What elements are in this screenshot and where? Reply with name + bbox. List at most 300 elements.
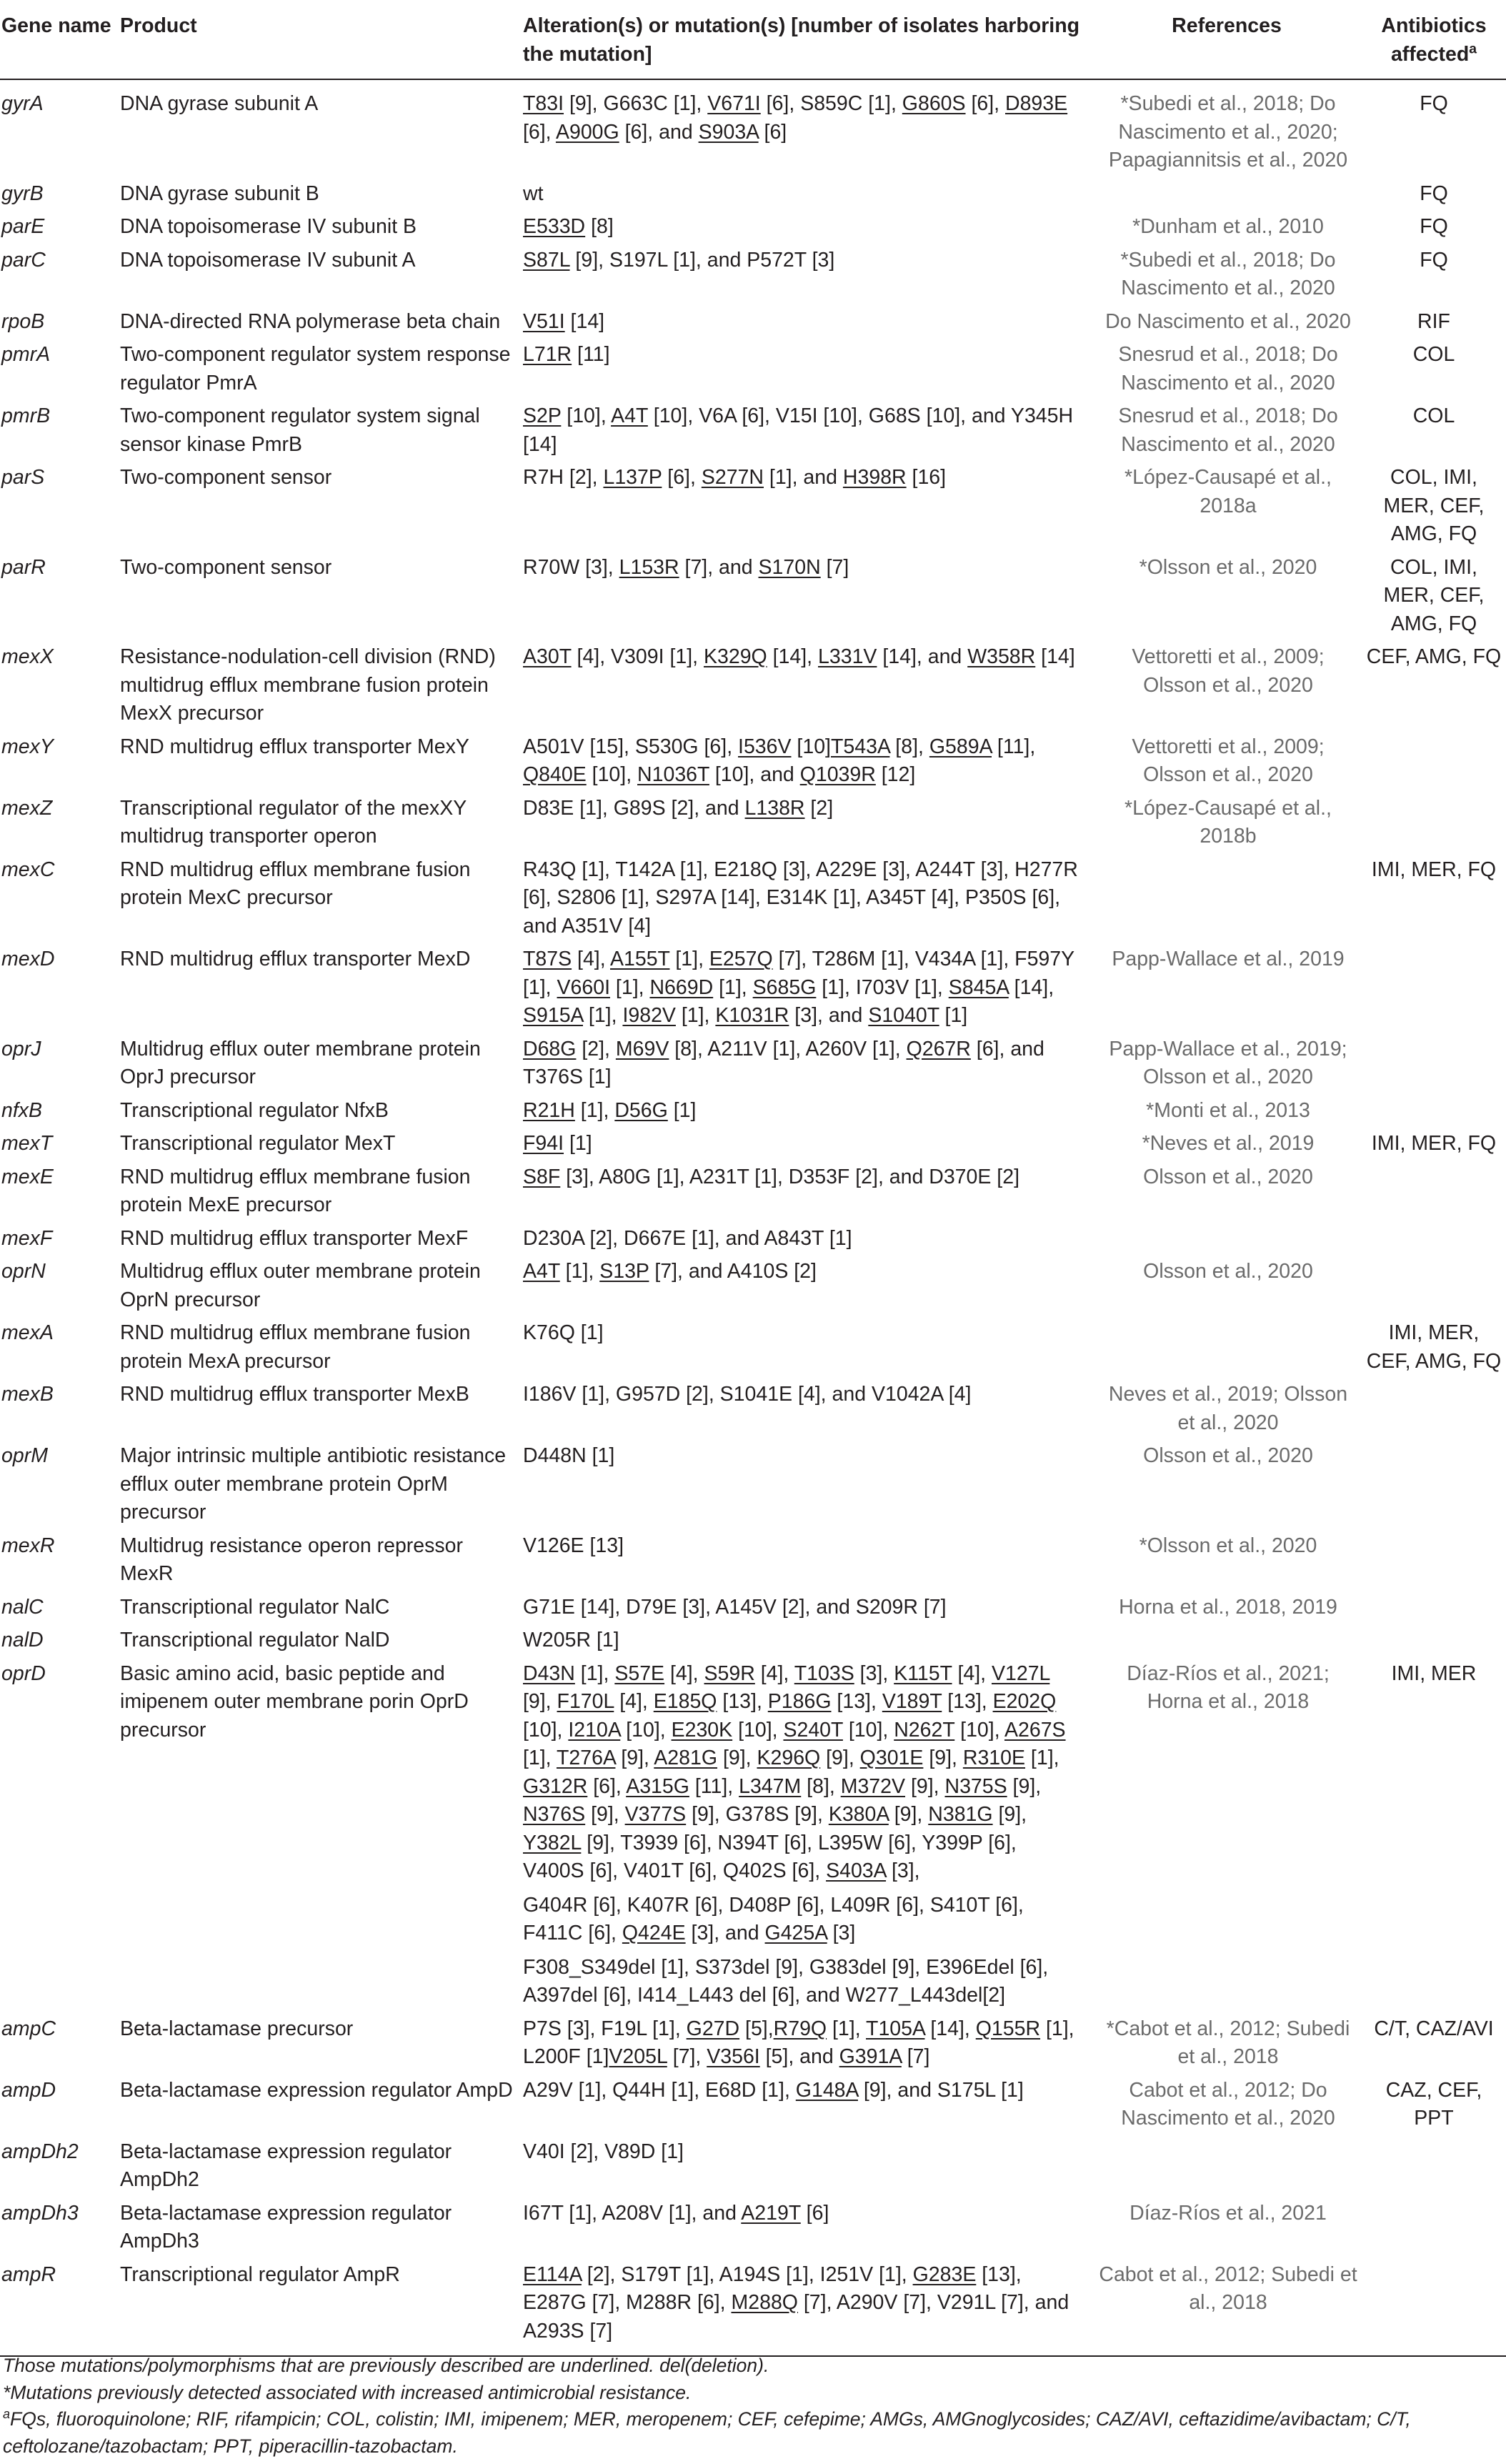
mutation-text: [5], — [739, 2017, 774, 2040]
mutation-known: D893E — [1004, 92, 1068, 115]
mutation-known: S59R — [704, 1661, 755, 1685]
cell-references: Olsson et al., 2020 — [1143, 1444, 1313, 1467]
mutation-text: [10], — [954, 1718, 1004, 1742]
mutation-text: G71E [14], D79E [3], A145V [2], and S209R [7] — [523, 1595, 947, 1619]
cell-product: Beta-lactamase expression regulator AmpD — [120, 2078, 513, 2102]
mutation-known: V356I — [707, 2045, 760, 2068]
mutation-group — [523, 1035, 1082, 1092]
cell-mutations — [522, 2257, 1092, 2357]
mutation-text: [3], and — [685, 1922, 765, 1944]
cell-references: *Monti et al., 2013 — [1146, 1098, 1310, 1122]
cell-antibiotics: IMI, MER, FQ — [1371, 858, 1497, 881]
mutation-known: V127L — [991, 1661, 1050, 1685]
mutation-text: [10], — [842, 1718, 894, 1742]
cell-mutations — [522, 79, 1092, 177]
mutation-text: [1], — [667, 92, 708, 115]
mutation-group — [523, 402, 1082, 459]
mutation-text: [6], — [523, 120, 556, 144]
mutation-known: G312R — [523, 1774, 588, 1798]
table-row — [0, 2196, 1506, 2257]
cell-references — [1092, 1221, 1365, 1255]
cell-gene: mexC — [1, 858, 55, 881]
table-row — [0, 550, 1506, 640]
mutation-known: K1031R — [715, 1004, 789, 1027]
mutation-text: [1], — [574, 1098, 615, 1122]
cell-antibiotics — [1365, 1221, 1506, 1255]
mutation-known: A155T — [610, 948, 670, 970]
cell-references: Díaz-Ríos et al., 2021; Horna et al., 2018 — [1127, 1661, 1330, 1713]
mutation-known: Q1039R — [799, 763, 876, 786]
mutation-text: A501V [15], S530G [6], — [523, 735, 739, 758]
cell-gene: nfxB — [1, 1098, 43, 1122]
mutation-text: [9], and S175L [1] — [857, 2078, 1024, 2102]
table-row — [0, 1093, 1506, 1127]
table-row — [0, 2135, 1506, 2196]
mutation-known: P186G — [767, 1690, 832, 1713]
cell-product: RND multidrug efflux membrane fusion protein MexE precursor — [120, 1165, 471, 1216]
cell-mutations — [522, 1160, 1092, 1221]
cell-mutations — [522, 550, 1092, 640]
cell-antibiotics — [1365, 2196, 1506, 2257]
cell-mutations — [522, 337, 1092, 399]
mutation-text: [4], — [754, 1661, 794, 1685]
mutation-known: D56G — [614, 1098, 668, 1122]
table-row — [0, 1590, 1506, 1624]
cell-gene: ampDh3 — [1, 2201, 79, 2225]
mutation-known: L347M — [739, 1774, 802, 1798]
footnote-underline: Those mutations/polymorphisms that are previously described are underlined. del(deletion). — [3, 2355, 769, 2376]
table-row — [0, 1221, 1506, 1255]
mutation-text: [9], — [585, 1803, 625, 1826]
mutation-text: [8] — [585, 215, 614, 238]
header-product: Product — [119, 0, 522, 79]
cell-mutations — [522, 209, 1092, 243]
mutation-text: [6], and T376S [1] — [523, 1037, 1044, 1088]
cell-product: Two-component sensor — [120, 555, 332, 579]
cell-references: Papp-Wallace et al., 2019 — [1112, 948, 1345, 970]
mutation-text: [1], — [610, 975, 650, 999]
table-row — [0, 1160, 1506, 1221]
cell-mutations — [522, 2012, 1092, 2073]
mutation-known: W358R — [967, 645, 1036, 668]
mutation-known: E257Q — [709, 948, 773, 970]
mutation-text: I186V [1], G957D [2], S1041E [4], and V1042A [4] — [523, 1383, 972, 1406]
cell-gene: parS — [1, 466, 45, 489]
mutation-group — [523, 2015, 1082, 2072]
mutation-text: [3], and — [789, 1004, 869, 1027]
mutation-text: [2] — [804, 796, 834, 820]
mutation-text: [7], A290V [7], V291L [7], and A293S [7] — [523, 2291, 1069, 2343]
mutation-known: Q840E — [523, 763, 587, 786]
mutation-text: [1], — [675, 1004, 716, 1027]
cell-product: Transcriptional regulator MexT — [120, 1132, 396, 1155]
mutation-group — [523, 1163, 1082, 1192]
mutation-known: S915A — [523, 1004, 583, 1027]
mutation-text: [10], — [732, 1718, 784, 1742]
cell-antibiotics: COL — [1412, 404, 1455, 427]
mutation-group — [523, 1954, 1082, 2010]
cell-gene: ampDh2 — [1, 2140, 79, 2163]
cell-mutations — [522, 177, 1092, 210]
cell-antibiotics — [1365, 1254, 1506, 1316]
cell-antibiotics — [1365, 1032, 1506, 1093]
table-row — [0, 1439, 1506, 1529]
cell-antibiotics — [1365, 1529, 1506, 1590]
mutation-known: T105A — [866, 2017, 925, 2040]
mutation-text: [1], I703V [1], — [816, 975, 949, 999]
mutation-known: L137P — [603, 466, 662, 489]
cell-references: Cabot et al., 2012; Subedi et al., 2018 — [1092, 2257, 1365, 2357]
cell-antibiotics: FQ — [1420, 92, 1448, 115]
cell-product: Beta-lactamase precursor — [120, 2017, 354, 2040]
mutation-text: [13], E287G [7], M288R [6], — [523, 2262, 1022, 2314]
cell-product: Transcriptional regulator NalC — [120, 1595, 390, 1619]
cell-references: Olsson et al., 2020 — [1143, 1165, 1313, 1188]
mutation-text: [7], and A410S [2] — [649, 1260, 817, 1283]
cell-mutations — [522, 640, 1092, 730]
mutation-known: V189T — [882, 1690, 942, 1713]
mutation-group — [523, 341, 1082, 369]
mutation-known: Q424E — [622, 1922, 686, 1944]
mutation-known: N376S — [523, 1803, 586, 1826]
mutation-known: A315G — [626, 1774, 689, 1798]
mutation-text: [14] — [1035, 645, 1075, 668]
mutation-group — [523, 213, 1082, 242]
mutation-text: [4], — [572, 948, 610, 970]
cell-antibiotics: COL — [1412, 343, 1455, 366]
mutation-text: [13], — [717, 1690, 768, 1713]
mutation-group — [523, 1319, 1082, 1348]
mutation-text: [2], S179T [1], A194S [1], I251V [1], — [581, 2262, 913, 2286]
cell-gene: mexA — [1, 1321, 54, 1344]
mutation-group — [523, 2261, 1082, 2346]
mutation-known: N669D — [649, 975, 714, 999]
mutation-text: [6] — [758, 120, 787, 144]
mutation-group — [523, 1532, 1082, 1561]
table-footnotes — [3, 2353, 1503, 2460]
cell-product: Basic amino acid, basic peptide and imipenem outer membrane porin OprD precursor — [120, 1661, 469, 1742]
table-row — [0, 337, 1506, 399]
mutation-known: E202Q — [992, 1690, 1057, 1713]
cell-references: *Subedi et al., 2018; Do Nascimento et al., 2020 — [1120, 248, 1336, 299]
table-row — [0, 460, 1506, 550]
table-row — [0, 304, 1506, 338]
cell-product: RND multidrug efflux transporter MexB — [120, 1383, 469, 1406]
mutation-group — [523, 1097, 1082, 1126]
cell-references: *Neves et al., 2019 — [1142, 1132, 1315, 1155]
cell-product: DNA topoisomerase IV subunit A — [120, 248, 416, 272]
cell-antibiotics: RIF — [1417, 309, 1450, 333]
mutation-group — [523, 2138, 1082, 2167]
mutation-text: [6], — [760, 92, 801, 115]
mutation-text: [14] — [564, 309, 605, 333]
mutation-group — [523, 856, 1082, 941]
mutation-known: D68G — [523, 1037, 577, 1060]
mutation-text: W205R [1] — [523, 1629, 619, 1651]
cell-gene: ampD — [1, 2078, 56, 2102]
cell-gene: oprJ — [1, 1037, 41, 1060]
mutation-text: [4], — [614, 1690, 654, 1713]
mutation-known: K329Q — [703, 645, 767, 668]
mutation-group — [523, 1225, 1082, 1253]
cell-references — [1092, 1316, 1365, 1377]
mutation-text: [1], — [827, 2017, 867, 2040]
cell-product: Beta-lactamase expression regulator AmpDh3 — [120, 2201, 452, 2252]
mutation-text: [9], — [820, 1747, 860, 1769]
cell-mutations — [522, 1656, 1092, 2012]
mutation-text: [7] — [820, 555, 849, 579]
cell-references: Olsson et al., 2020 — [1143, 1260, 1313, 1283]
mutation-group — [523, 1660, 1082, 1886]
mutation-known: L331V — [818, 645, 877, 668]
mutation-known: A4T — [523, 1260, 560, 1283]
mutation-text: [9], — [905, 1774, 945, 1798]
cell-references: Papp-Wallace et al., 2019; Olsson et al., 2020 — [1109, 1037, 1347, 1088]
mutation-text: [10], — [620, 1718, 672, 1742]
table-row — [0, 1126, 1506, 1160]
cell-references: Do Nascimento et al., 2020 — [1105, 309, 1351, 333]
cell-antibiotics: CEF, AMG, FQ — [1366, 645, 1502, 668]
mutation-known: M69V — [615, 1037, 669, 1060]
mutation-text: [7], — [667, 2045, 707, 2068]
mutation-text: [10] — [791, 735, 831, 758]
cell-antibiotics: CAZ, CEF, PPT — [1385, 2078, 1482, 2130]
mutation-text: [9], — [888, 1803, 929, 1826]
mutation-text: [11], — [992, 735, 1036, 758]
mutation-known: E230K — [671, 1718, 733, 1742]
mutation-text: [9], — [923, 1747, 963, 1769]
cell-antibiotics: FQ — [1420, 182, 1448, 205]
cell-references: *Subedi et al., 2018; Do Nascimento et al., 2020; Papagiannitsis et al., 2020 — [1108, 92, 1348, 172]
mutation-text: [3], A80G [1], A231T [1], D353F [2], and D370E [2] — [560, 1165, 1019, 1188]
cell-antibiotics — [1365, 1093, 1506, 1127]
cell-references: Cabot et al., 2012; Do Nascimento et al., 2020 — [1121, 2078, 1335, 2130]
header-antibiotics: Antibiotics affected$^a$ — [1365, 0, 1506, 79]
cell-references — [1092, 177, 1365, 210]
mutation-group — [523, 1892, 1082, 1948]
mutation-known: N381G — [928, 1803, 993, 1826]
mutation-text: [10], and — [709, 763, 800, 786]
table-row — [0, 2073, 1506, 2135]
mutation-text: [14], and — [877, 645, 968, 668]
cell-mutations — [522, 1377, 1092, 1439]
mutation-text: [7], T286M [1], V434A [1], F597Y [1], — [523, 948, 1074, 999]
cell-product: DNA gyrase subunit B — [120, 182, 319, 205]
mutation-text: wt — [523, 182, 544, 205]
cell-gene: mexX — [1, 645, 54, 668]
mutation-known: G860S — [902, 92, 966, 115]
mutation-group — [523, 1626, 1082, 1655]
mutation-text: [10], V6A [6], V15I [10], G68S [10], and Y345H [14] — [523, 404, 1074, 456]
table-row — [0, 2257, 1506, 2357]
mutation-known: H398R — [842, 466, 907, 489]
mutation-known: S277N — [701, 466, 764, 489]
cell-gene: nalD — [1, 1629, 44, 1651]
mutation-known: E114A — [523, 2262, 582, 2286]
mutation-known: V660I — [557, 975, 611, 999]
mutation-known: G27D — [686, 2017, 740, 2040]
mutation-known: G283E — [912, 2262, 977, 2286]
mutation-text: [16] — [906, 466, 947, 489]
mutation-text: [5], and — [759, 2045, 839, 2068]
mutation-text: [1] — [564, 1132, 592, 1155]
mutation-known: G391A — [839, 2045, 902, 2068]
mutation-known: S2P — [523, 404, 562, 427]
cell-references: Horna et al., 2018, 2019 — [1119, 1595, 1337, 1619]
cell-gene: oprN — [1, 1260, 46, 1283]
mutation-group — [523, 1594, 1082, 1622]
mutation-text: [8], — [801, 1774, 841, 1798]
cell-mutations — [522, 243, 1092, 304]
mutation-text: [8], — [889, 735, 929, 758]
mutation-text: V126E [13] — [523, 1534, 624, 1557]
mutation-group — [523, 247, 1082, 275]
mutation-text: I67T [1], A208V [1], and — [523, 2201, 742, 2225]
mutation-known: I536V — [738, 735, 792, 758]
cell-antibiotics: IMI, MER, CEF, AMG, FQ — [1366, 1321, 1502, 1373]
cell-references: *Cabot et al., 2012; Subedi et al., 2018 — [1106, 2017, 1350, 2068]
cell-antibiotics — [1365, 1160, 1506, 1221]
cell-antibiotics — [1365, 2257, 1506, 2357]
table-row — [0, 79, 1506, 177]
mutation-known: K380A — [828, 1803, 889, 1826]
table-row — [0, 209, 1506, 243]
mutation-group — [523, 308, 1082, 337]
table-row — [0, 1656, 1506, 2012]
cell-gene: mexD — [1, 948, 55, 970]
mutation-text: F308_S349del [1], S373del [9], G383del [9], E396Edel [6], A397del [6], I414_L443 del [6], and W277_L443del[2] — [523, 1955, 1049, 2007]
mutation-group — [523, 795, 1082, 823]
cell-gene: mexY — [1, 735, 54, 758]
cell-product: RND multidrug efflux membrane fusion protein MexA precursor — [120, 1321, 471, 1373]
mutation-text: [3] — [827, 1922, 856, 1944]
mutation-group — [523, 643, 1082, 672]
mutation-text: [1], L200F [1] — [523, 2017, 1074, 2068]
table-row — [0, 177, 1506, 210]
mutation-text: [1], — [713, 975, 753, 999]
mutation-known: S685G — [752, 975, 817, 999]
mutation-known: L138R — [744, 796, 805, 820]
mutation-text: R43Q [1], T142A [1], E218Q [3], A229E [3], A244T [3], H277R [6], S2806 [1], S297A [14], E314K [1], A345T [4], P350S [6], and A351V [4] — [523, 858, 1078, 938]
table-row — [0, 942, 1506, 1032]
mutation-text: [1], — [862, 92, 902, 115]
mutation-group — [523, 90, 1082, 146]
mutation-known: F170L — [557, 1690, 614, 1713]
mutation-group — [523, 554, 1082, 582]
cell-product: Two-component regulator system signal sensor kinase PmrB — [120, 404, 480, 456]
cell-antibiotics — [1365, 730, 1506, 791]
cell-product: Transcriptional regulator of the mexXY multidrug transporter operon — [120, 796, 467, 848]
table-row — [0, 1254, 1506, 1316]
mutation-text: [6], — [662, 466, 702, 489]
cell-antibiotics: C/T, CAZ/AVI — [1374, 2017, 1494, 2040]
cell-antibiotics: FQ — [1420, 248, 1448, 272]
mutation-text: [11], — [689, 1774, 739, 1798]
header-references: References — [1092, 0, 1365, 79]
mutation-known: A281G — [654, 1747, 718, 1769]
cell-gene: pmrA — [1, 343, 51, 366]
cell-mutations — [522, 1221, 1092, 1255]
mutation-text: [1], — [1025, 1747, 1059, 1769]
mutation-group — [523, 464, 1082, 492]
cell-mutations — [522, 1254, 1092, 1316]
mutation-known: V671I — [707, 92, 761, 115]
table-header — [0, 0, 1506, 79]
cell-references: *Dunham et al., 2010 — [1132, 215, 1324, 238]
mutation-known: S1040T — [868, 1004, 939, 1027]
cell-mutations — [522, 791, 1092, 853]
mutation-text: [1] — [667, 1098, 697, 1122]
cell-product: Transcriptional regulator NfxB — [120, 1098, 389, 1122]
cell-antibiotics — [1365, 1590, 1506, 1624]
mutation-known: R21H — [523, 1098, 575, 1122]
mutation-known: M372V — [840, 1774, 906, 1798]
cell-mutations — [522, 1623, 1092, 1656]
mutation-text: [7] — [901, 2045, 930, 2068]
table-row — [0, 640, 1506, 730]
mutation-text: [6], — [587, 1774, 627, 1798]
cell-gene: parC — [1, 248, 46, 272]
mutation-text: [9], — [717, 1747, 757, 1769]
footnote-asterisk: *Mutations previously detected associated with increased antimicrobial resistance. — [3, 2381, 692, 2403]
cell-references — [1092, 2135, 1365, 2196]
mutation-group — [523, 180, 1082, 209]
cell-mutations — [522, 399, 1092, 460]
mutation-text: [7], and — [679, 555, 759, 579]
mutation-known: N375S — [944, 1774, 1007, 1798]
cell-gene: mexT — [1, 1132, 53, 1155]
cell-product: DNA-directed RNA polymerase beta chain — [120, 309, 501, 333]
mutation-known: N262T — [894, 1718, 955, 1742]
mutation-known: M288Q — [731, 2291, 798, 2314]
mutation-known: T276A — [557, 1747, 616, 1769]
mutation-text: [12] — [875, 763, 916, 786]
cell-product: Multidrug resistance operon repressor MexR — [120, 1534, 463, 1585]
cell-references: Vettoretti et al., 2009; Olsson et al., 2020 — [1132, 645, 1325, 697]
cell-mutations — [522, 1529, 1092, 1590]
mutation-known: E185Q — [653, 1690, 717, 1713]
cell-gene: mexZ — [1, 796, 53, 820]
table-row — [0, 853, 1506, 943]
cell-gene: mexR — [1, 1534, 55, 1557]
header-mutations: Alteration(s) or mutation(s) [number of isolates harboring the mutation] — [522, 0, 1092, 79]
cell-antibiotics — [1365, 1623, 1506, 1656]
mutation-known: S57E — [614, 1661, 665, 1685]
mutation-known: G589A — [929, 735, 992, 758]
mutation-text: [9], — [523, 1690, 557, 1713]
header-gene: Gene name — [0, 0, 119, 79]
mutation-known: S240T — [783, 1718, 843, 1742]
mutation-known: A30T — [523, 645, 572, 668]
mutation-known: S8F — [523, 1165, 561, 1188]
mutation-known: L71R — [523, 343, 572, 366]
cell-product: RND multidrug efflux transporter MexF — [120, 1226, 469, 1250]
cell-mutations — [522, 1439, 1092, 1529]
mutation-text: [11] — [572, 343, 610, 366]
mutation-text: [9], T3939 [6], N394T [6], L395W [6], Y399P [6], V400S [6], V401T [6], Q402S [6], — [523, 1831, 1017, 1882]
mutation-text: [1], — [559, 1260, 600, 1283]
mutation-known: R79Q — [773, 2017, 827, 2040]
table-row — [0, 1032, 1506, 1093]
mutation-text: R7H [2], — [523, 466, 604, 489]
cell-references: *Olsson et al., 2020 — [1139, 1534, 1317, 1557]
mutation-known: A900G — [555, 120, 619, 144]
mutation-text: R70W [3], — [523, 555, 619, 579]
cell-product: RND multidrug efflux transporter MexY — [120, 735, 469, 758]
mutation-text: [10], — [561, 404, 612, 427]
mutation-group — [523, 1258, 1082, 1286]
cell-gene: parR — [1, 555, 46, 579]
